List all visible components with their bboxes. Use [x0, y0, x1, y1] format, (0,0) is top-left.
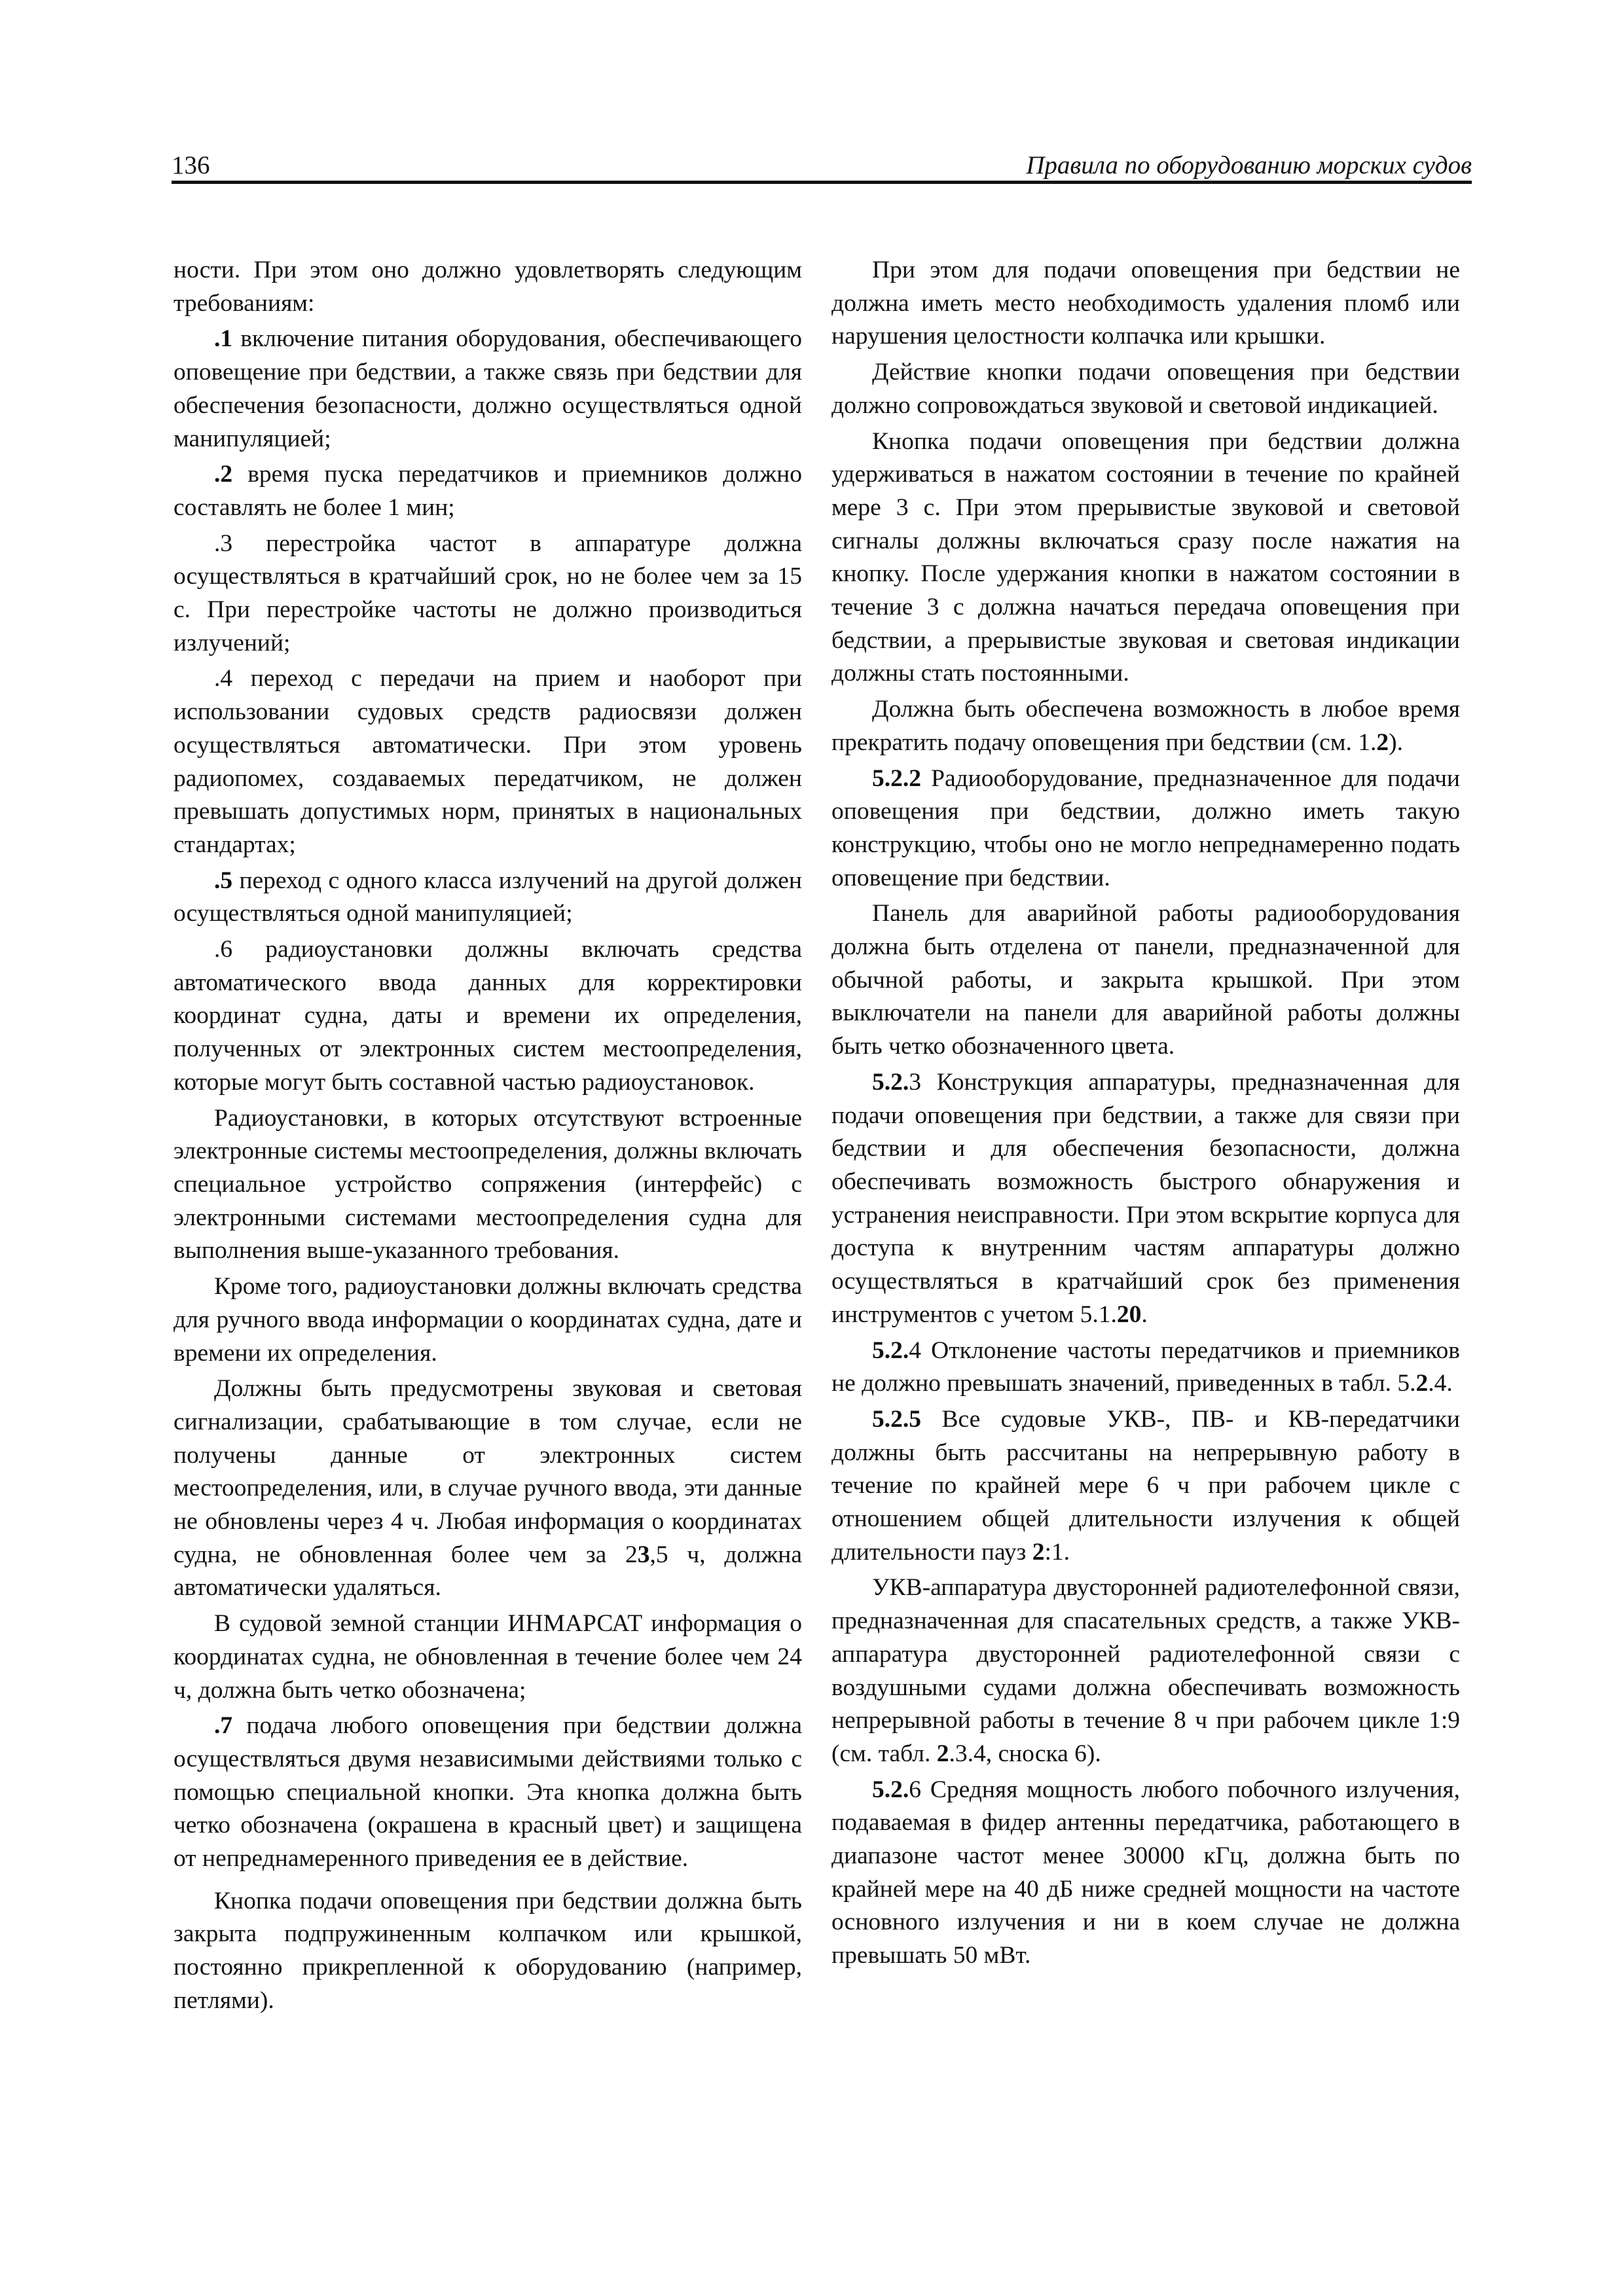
section-number: 5.2.2: [872, 764, 921, 792]
list-item: .3 перестройка частот в аппаратуре должна осуществляться в кратчайший срок, но не более чем за 15 с. При перестройке частоты не должно производиться излучений;: [173, 529, 802, 656]
section-5-2-2: 5.2.2 Радиооборудование, предназначенное для подачи оповещения при бедствии, должно иметь такую конструкцию, чтобы оно не могло непреднамеренно подать оповещение при бедствии.: [831, 764, 1460, 891]
section-5-2-6: 5.2.6 Средняя мощность любого побочного излучения, подаваемая в фидер антенны передатчика, работающего в диапазоне частот менее 30000 кГц, должна быть по крайней мере на 40 дБ ниже средней мощности на частоте основного излучения и ни в коем случае не должна превышать 50 мВт.: [831, 1776, 1460, 1969]
list-item: .2 время пуска передатчиков и приемников должно составлять не более 1 мин;: [173, 461, 802, 521]
paragraph: Должны быть предусмотрены звуковая и световая сигнализации, срабатывающие в том случае, если не получены данные от электронных систем местоопределения, или, в случае ручного ввода, эти данные не обновлены через 4 ч. Любая информация о координатах судна, не обновленная более чем за 23,5 ч, должна автоматически удаляться.: [173, 1375, 803, 1602]
list-item: .7 подача любого оповещения при бедствии должна осуществляться двумя независимыми действиями только с помощью специальной кнопки. Эта кнопка должна быть четко обозначена (окрашена в красный цвет) и защищена от непреднамеренного приведения ее в действие.: [173, 1712, 802, 1873]
section-number: 5.2.5: [872, 1405, 921, 1433]
paragraph: Кнопка подачи оповещения при бедствии должна удерживаться в нажатом состоянии в течение по крайней мере 3 с. При этом прерывистые звуковой и световой сигналы должны включаться сразу после нажатия на кнопку. После удержания кнопки в нажатом состоянии в течение 3 с должна начаться передача оповещения при бедствии, а прерывистые звуковая и световая индикации должны стать постоянными.: [831, 427, 1460, 687]
list-item: .1 включение питания оборудования, обеспечивающего оповещение при бедствии, а также связь при бедствии для обеспечения безопасности, должно осуществляться одной манипуляцией;: [173, 325, 802, 452]
paragraph: В судовой земной станции ИНМАРСАТ информация о координатах судна, не обновленная в течение более чем 24 ч, должна быть четко обозначена;: [173, 1610, 802, 1704]
section-number: 5.2.: [872, 1336, 909, 1364]
paragraph: УКВ-аппаратура двусторонней радиотелефонной связи, предназначенная для спасательных средств, а также УКВ-аппаратура двусторонней радиотелефонной связи с воздушными судами должна обеспечивать возможность непрерывной работы в течение 8 ч при рабочем цикле 1:9 (см. табл. 2.3.4, сноска 6).: [831, 1574, 1460, 1767]
section-number: 5.2.: [872, 1776, 909, 1803]
item-number: .5: [214, 867, 233, 894]
item-number: .2: [214, 461, 233, 488]
paragraph: Панель для аварийной работы радиооборудования должна быть отделена от панели, предназначенной для обычной работы, и закрыта крышкой. При этом выключатели на панели для аварийной работы должны быть четко обозначенного цвета.: [831, 900, 1460, 1060]
right-column: [831, 254, 1460, 1973]
left-column: [173, 254, 802, 2018]
page-header: [172, 143, 1472, 182]
section-5-2-5: 5.2.5 Все судовые УКВ-, ПВ- и КВ-передатчики должны быть рассчитаны на непрерывную работу в течение по крайней мере 6 ч при рабочем цикле с отношением общей длительности излучения к общей длительности пауз 2:1.: [831, 1405, 1460, 1566]
paragraph: ности. При этом оно должно удовлетворять следующим требованиям:: [173, 257, 802, 317]
item-number: .1: [214, 325, 233, 353]
paragraph: При этом для подачи оповещения при бедствии не должна иметь место необходимость удаления пломб или нарушения целостности колпачка или крышки.: [831, 257, 1460, 350]
paragraph: Кроме того, радиоустановки должны включать средства для ручного ввода информации о координатах судна, дате и времени их определения.: [173, 1273, 802, 1367]
item-number: .7: [214, 1712, 233, 1740]
header-rule: [172, 181, 1472, 184]
paragraph: Кнопка подачи оповещения при бедствии должна быть закрыта подпружиненным колпачком или крышкой, постоянно прикрепленной к оборудованию (например, петлями).: [173, 1887, 802, 2014]
section-5-2-4: 5.2.4 Отклонение частоты передатчиков и приемников не должно превышать значений, приведенных в табл. 5.2.4.: [831, 1336, 1460, 1397]
paragraph: Действие кнопки подачи оповещения при бедствии должно сопровождаться звуковой и световой индикацией.: [831, 359, 1460, 419]
section-5-2-3: 5.2.3 Конструкция аппаратуры, предназначенная для подачи оповещения при бедствии, а также для связи при бедствии и для обеспечения безопасности, должна обеспечивать возможность быстрого обнаружения и устранения неисправности. При этом вскрытие корпуса для доступа к внутренним частям аппаратуры должно осуществляться в кратчайший срок без применения инструментов с учетом 5.1.20.: [831, 1068, 1460, 1328]
paragraph: Должна быть обеспечена возможность в любое время прекратить подачу оповещения при бедствии (см. 1.2).: [831, 696, 1460, 756]
list-item: .4 переход с передачи на прием и наоборот при использовании судовых средств радиосвязи должен осуществляться автоматически. При этом уровень радиопомех, создаваемых передатчиком, не должен превышать допустимых норм, принятых в национальных стандартах;: [173, 665, 802, 858]
running-title: Правила по оборудованию морских судов: [1026, 151, 1472, 179]
list-item: .6 радиоустановки должны включать средства автоматического ввода данных для корректировки координат судна, даты и времени их определения, полученных от электронных систем местоопределения, которые могут быть составной частью радиоустановок.: [173, 936, 802, 1096]
section-number: 5.2.: [872, 1068, 909, 1096]
page-number: 136: [172, 151, 210, 179]
list-item: .5 переход с одного класса излучений на другой должен осуществляться одной манипуляцией;: [173, 867, 802, 927]
paragraph: Радиоустановки, в которых отсутствуют встроенные электронные системы местоопределения, должны включать специальное устройство сопряжения (интерфейс) с электронными системами местоопределения судна для выполнения выше-указанного требования.: [173, 1104, 802, 1265]
